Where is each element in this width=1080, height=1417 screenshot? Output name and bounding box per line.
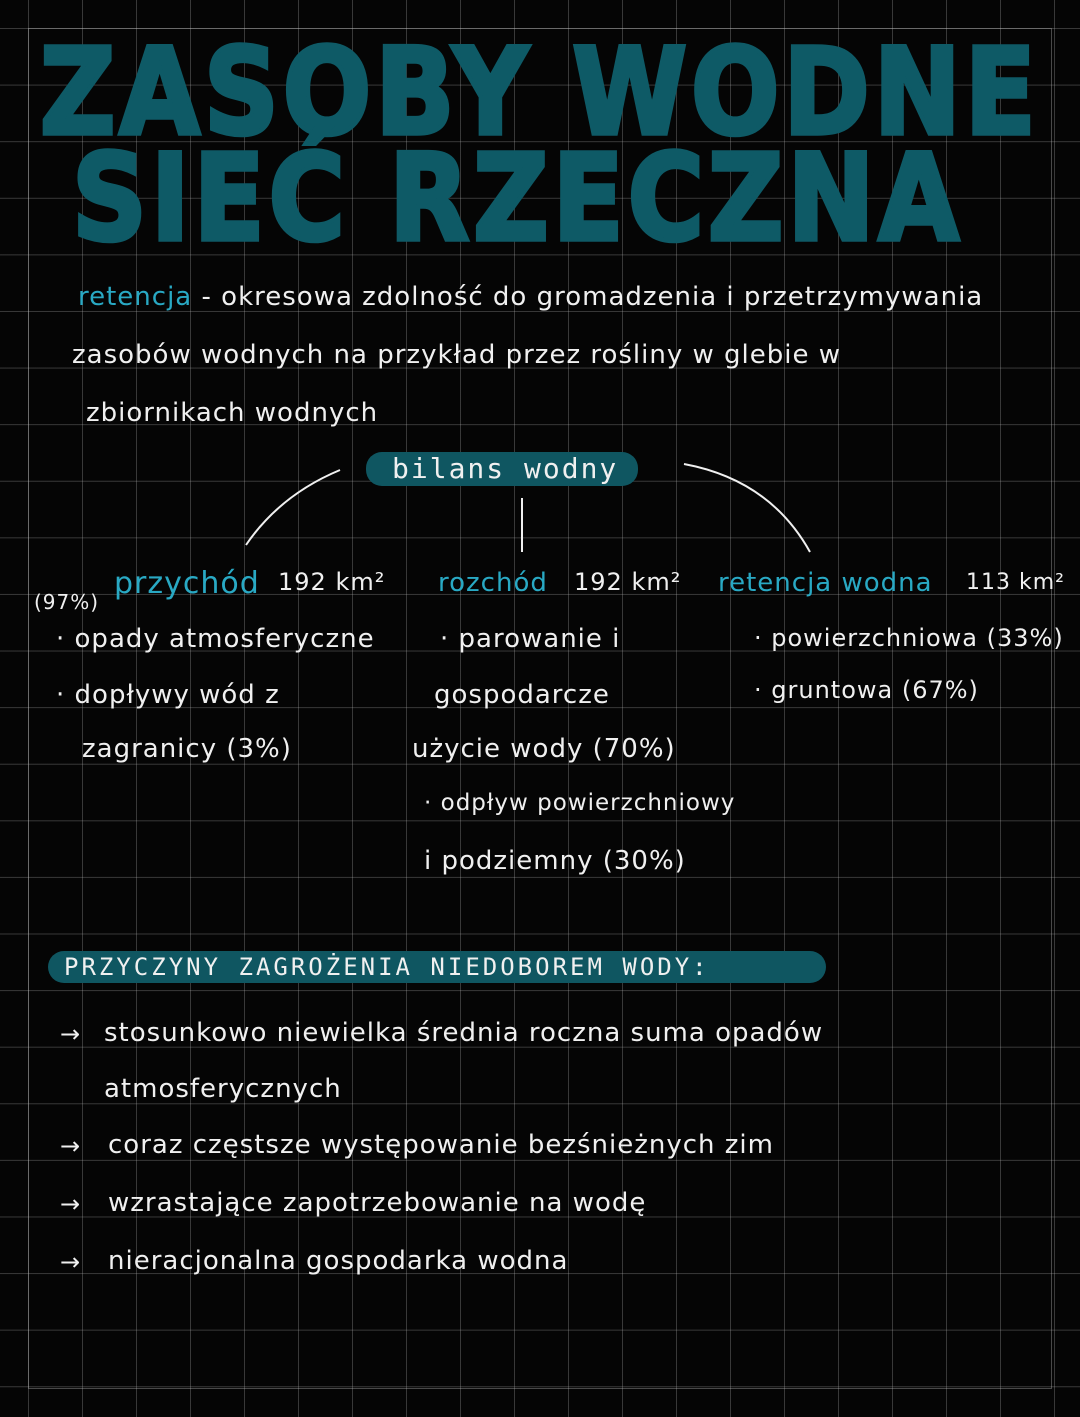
rozchod-item: i podziemny (30%): [424, 846, 686, 876]
threats-header: PRZYCZYNY ZAGROŻENIA NIEDOBOREM WODY:: [48, 951, 826, 983]
przychod-item: · opady atmosferyczne: [56, 624, 375, 654]
rozchod-item: gospodarcze: [434, 680, 610, 710]
retencja-value: 113 km²: [966, 570, 1065, 595]
definition-line-2: zasobów wodnych na przykład przez rośliny w glebie w: [72, 340, 842, 370]
title-line-2: SIEĆ RZECZNA: [72, 128, 963, 269]
przychod-item: · dopływy wód z: [56, 680, 280, 710]
bilans-pill: bilans wodny: [366, 452, 638, 486]
przychod-prefix: (97%): [34, 590, 100, 614]
connector-left: [246, 470, 340, 545]
rozchod-item: · odpływ powierzchniowy: [424, 790, 736, 816]
threat-item: stosunkowo niewielka średnia roczna suma opadów: [104, 1018, 824, 1048]
threat-item: coraz częstsze występowanie bezśnieżnych zim: [108, 1130, 774, 1160]
threat-item-continued: atmosferycznych: [104, 1074, 342, 1104]
retencja-item: · powierzchniowa (33%): [754, 624, 1064, 652]
retencja-item: · gruntowa (67%): [754, 676, 979, 704]
connector-right: [684, 464, 810, 552]
definition-line-1-text: okresowa zdolność do gromadzenia i przetrzymywania: [221, 282, 984, 312]
definition-line-3: zbiornikach wodnych: [86, 398, 379, 428]
arrow-icon: →: [60, 1190, 81, 1218]
definition-term: retencja: [78, 282, 193, 312]
rozchod-value: 192 km²: [574, 568, 682, 596]
definition-dash: -: [192, 282, 222, 312]
arrow-icon: →: [60, 1132, 81, 1160]
arrow-icon: →: [60, 1248, 81, 1276]
przychod-value: 192 km²: [278, 568, 386, 596]
title-line-1: ZASOBY WODNE: [40, 22, 1040, 163]
rozchod-item: · parowanie i: [440, 624, 621, 654]
threat-item: wzrastające zapotrzebowanie na wodę: [108, 1188, 647, 1218]
rozchod-item: użycie wody (70%): [412, 734, 676, 764]
przychod-title: przychód: [114, 566, 260, 601]
threat-item: nieracjonalna gospodarka wodna: [108, 1246, 569, 1276]
retencja-title: retencja wodna: [718, 568, 933, 598]
arrow-icon: →: [60, 1020, 81, 1048]
przychod-item: zagranicy (3%): [82, 734, 292, 764]
rozchod-title: rozchód: [438, 568, 548, 598]
